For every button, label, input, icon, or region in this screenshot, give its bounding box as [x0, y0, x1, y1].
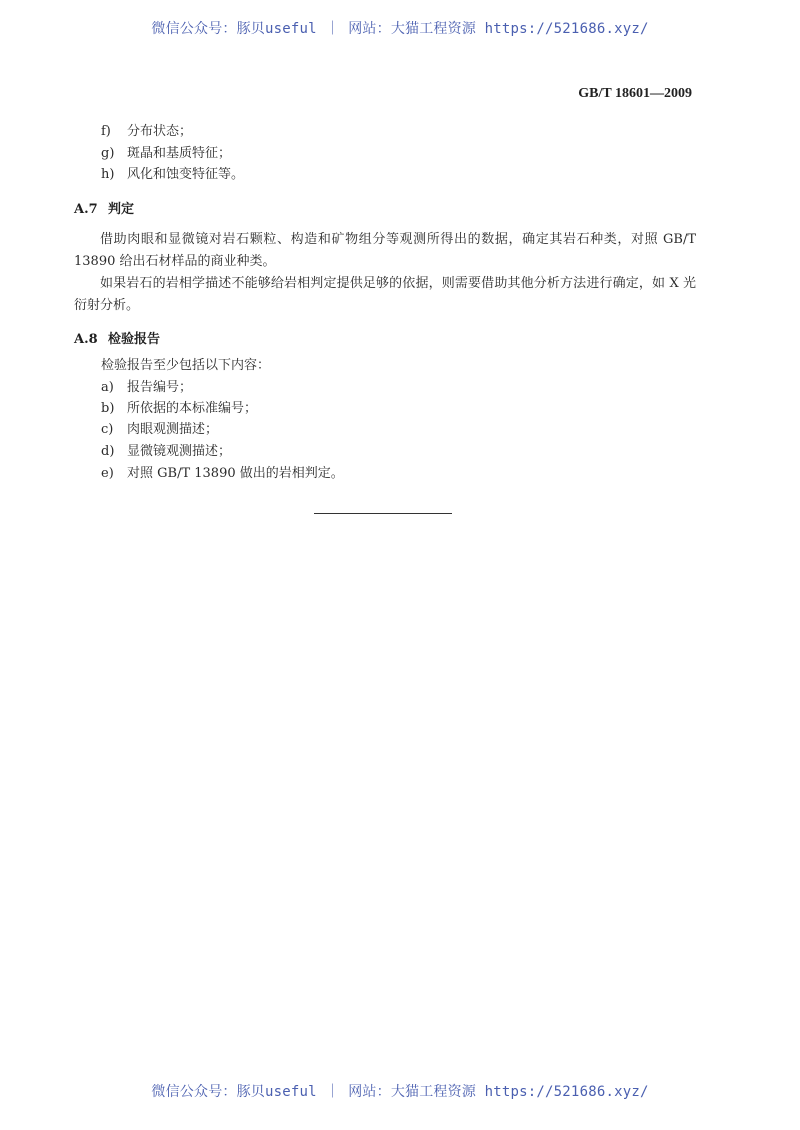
standard-code: GB/T 18601—2009 — [578, 86, 692, 101]
list-item — [101, 443, 231, 461]
list-marker: b) — [101, 401, 115, 416]
section-heading-a8 — [74, 328, 160, 347]
list-text: 报告编号； — [127, 380, 193, 395]
list-item — [101, 166, 244, 184]
list-marker: c) — [101, 422, 114, 437]
list-marker: e) — [101, 466, 114, 481]
list-item — [101, 421, 218, 439]
list-text: 所依据的本标准编号； — [127, 401, 258, 416]
list-item — [101, 400, 257, 418]
list-text: 风化和蚀变特征等。 — [127, 167, 245, 182]
list-text: 对照 GB/T 13890 做出的岩相判定。 — [127, 466, 344, 481]
paragraph-a7-1: 借助肉眼和显微镜对岩石颗粒、构造和矿物组分等观测所得出的数据，确定其岩石种类，对照 GB/T 13890 给出石材样品的商业种类。 — [74, 232, 696, 269]
list-item — [101, 465, 344, 483]
list-marker: d) — [101, 444, 115, 459]
section-intro: 检验报告至少包括以下内容： — [101, 358, 271, 373]
list-item — [101, 123, 192, 141]
section-number: A.8 — [74, 332, 98, 347]
list-text: 分布状态； — [127, 124, 193, 139]
section-title: 判定 — [108, 202, 135, 217]
paragraph-a7-2: 如果岩石的岩相学描述不能够给岩相判定提供足够的依据，则需要借助其他分析方法进行确定，如 X 光衍射分析。 — [74, 276, 696, 313]
list-text: 肉眼观测描述； — [127, 422, 219, 437]
watermark-top: 微信公众号：豚贝useful ｜ 网站：大猫工程资源 https://521686.xyz/ — [151, 21, 649, 37]
watermark-bottom: 微信公众号：豚贝useful ｜ 网站：大猫工程资源 https://521686.xyz/ — [151, 1084, 649, 1100]
section-title: 检验报告 — [108, 332, 161, 347]
list-marker: f) — [101, 124, 111, 139]
list-marker: h) — [101, 167, 115, 182]
list-text: 显微镜观测描述； — [127, 444, 232, 459]
list-marker: a) — [101, 380, 114, 395]
list-item — [101, 379, 192, 397]
list-item — [101, 145, 231, 163]
section-heading-a7 — [74, 198, 134, 217]
end-rule — [314, 513, 452, 514]
section-number: A.7 — [74, 202, 98, 217]
list-text: 斑晶和基质特征； — [127, 146, 232, 161]
list-marker: g) — [101, 146, 115, 161]
